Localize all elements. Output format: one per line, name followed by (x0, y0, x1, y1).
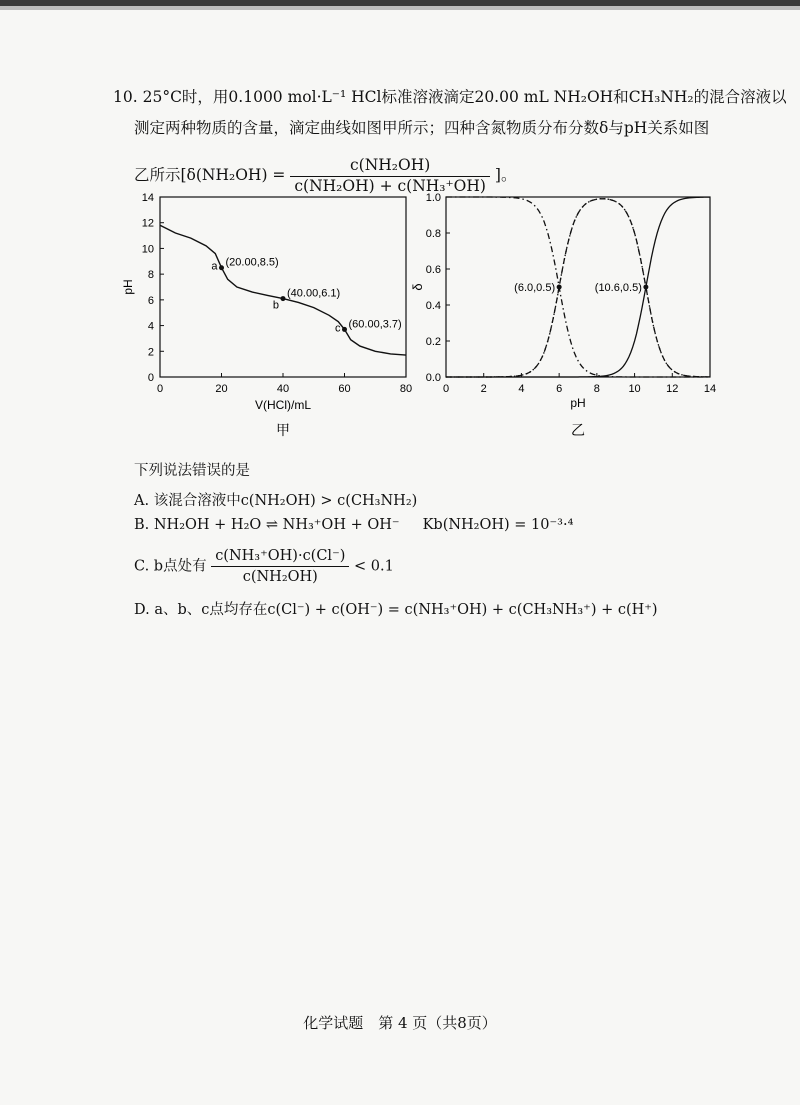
point-coords-b: (40.00,6.1) (287, 287, 341, 300)
x-tick-label: 4 (518, 383, 525, 395)
x-tick-label: 0 (156, 383, 164, 395)
x-tick-label: 0 (442, 383, 450, 395)
point-b (281, 296, 286, 301)
y-tick-label: 8 (147, 269, 154, 282)
chart-caption-jia: 甲 (276, 422, 290, 438)
question-text-1: 25°C时，用0.1000 mol·L⁻¹ HCl标准溶液滴定20.00 mL NH₂OH和CH₃NH₂的混合溶液以 (142, 88, 787, 106)
y-tick-label: 0.8 (425, 228, 441, 240)
y-tick-label: 10 (141, 243, 154, 256)
y-tick-label: 0 (147, 372, 154, 384)
x-tick-label: 2 (480, 383, 487, 395)
x-axis-label: V(HCl)/mL (255, 398, 311, 412)
delta-definition-end: ]。 (494, 166, 517, 184)
option-c-denominator: c(NH₂OH) (242, 569, 318, 585)
delta-definition-label: 乙所示[δ(NH₂OH) = (134, 166, 286, 184)
crossing-point (643, 285, 648, 290)
distribution-curve-dashed (446, 199, 710, 377)
delta-denominator: c(NH₂OH) + c(NH₃⁺OH) (294, 176, 486, 195)
option-c-fraction (211, 548, 349, 585)
y-axis-label: pH (121, 279, 135, 295)
x-tick-label: 10 (628, 383, 641, 395)
option-b (134, 517, 573, 533)
x-axis-label: pH (570, 396, 586, 410)
point-coords-a: (20.00,8.5) (225, 256, 279, 269)
point-coords-c: (60.00,3.7) (348, 318, 402, 331)
x-tick-label: 6 (556, 383, 563, 395)
stem-text: 下列说法错误的是 (134, 463, 250, 479)
question-number: 10. (113, 88, 138, 106)
y-tick-label: 0.0 (425, 372, 441, 384)
option-d: D. a、b、c点均存在c(Cl⁻) + c(OH⁻) = c(NH₃⁺OH) + c(CH₃NH₃⁺) + c(H⁺) (134, 602, 658, 618)
point-label-a: a (211, 260, 218, 273)
page-footer: 化学试题 第 4 页（共8页） (303, 1014, 497, 1032)
y-tick-label: 12 (141, 217, 154, 230)
question-line-1 (113, 90, 787, 106)
distribution-curve-dash-dot (446, 197, 710, 377)
titration-curve (160, 225, 406, 355)
point-c (342, 327, 347, 332)
option-a: A. 该混合溶液中c(NH₂OH) > c(CH₃NH₂) (134, 493, 418, 509)
distribution-curve-dotted (446, 199, 710, 377)
y-tick-label: 1.0 (425, 192, 441, 204)
distribution-curve-solid (446, 197, 710, 377)
y-tick-label: 14 (141, 192, 154, 204)
option-c (134, 548, 394, 585)
chart-distribution-fraction (412, 185, 722, 445)
x-tick-label: 8 (593, 383, 600, 395)
question-stem (134, 459, 250, 480)
x-tick-label: 40 (276, 383, 290, 395)
option-c-suffix: < 0.1 (354, 558, 394, 575)
x-tick-label: 20 (215, 383, 228, 395)
crossing-label: (10.6,0.5) (594, 282, 642, 294)
x-tick-label: 14 (703, 383, 717, 395)
crossing-label: (6.0,0.5) (514, 282, 556, 294)
delta-numerator: c(NH₂OH) (290, 158, 490, 177)
question-line-2: 测定两种物质的含量，滴定曲线如图甲所示；四种含氮物质分布分数δ与pH关系如图 (134, 119, 710, 137)
plot-frame (446, 197, 710, 377)
scan-edge-shadow (0, 6, 800, 10)
y-tick-label: 0.4 (425, 300, 441, 312)
option-c-prefix: C. b点处有 (134, 558, 207, 575)
x-tick-label: 60 (338, 383, 351, 395)
crossing-point (557, 285, 562, 290)
chart-titration-curve (120, 185, 420, 445)
point-label-c: c (335, 322, 341, 335)
point-label-b: b (272, 299, 279, 312)
y-tick-label: 0.2 (425, 336, 441, 348)
x-tick-label: 80 (399, 383, 413, 395)
point-a (219, 265, 224, 270)
y-tick-label: 6 (147, 294, 154, 307)
x-tick-label: 12 (666, 383, 679, 395)
y-tick-label: 2 (147, 346, 154, 359)
option-b-equation: B. NH₂OH + H₂O ⇌ NH₃⁺OH + OH⁻ (134, 517, 400, 533)
y-axis-label: δ (410, 283, 425, 291)
option-b-kb: Kb(NH₂OH) = 10⁻³·⁴ (422, 517, 574, 533)
option-c-numerator: c(NH₃⁺OH)·c(Cl⁻) (211, 548, 349, 567)
plot-frame (160, 197, 406, 377)
chart-caption-yi: 乙 (571, 422, 585, 438)
y-tick-label: 0.6 (425, 264, 441, 276)
y-tick-label: 4 (147, 320, 154, 333)
